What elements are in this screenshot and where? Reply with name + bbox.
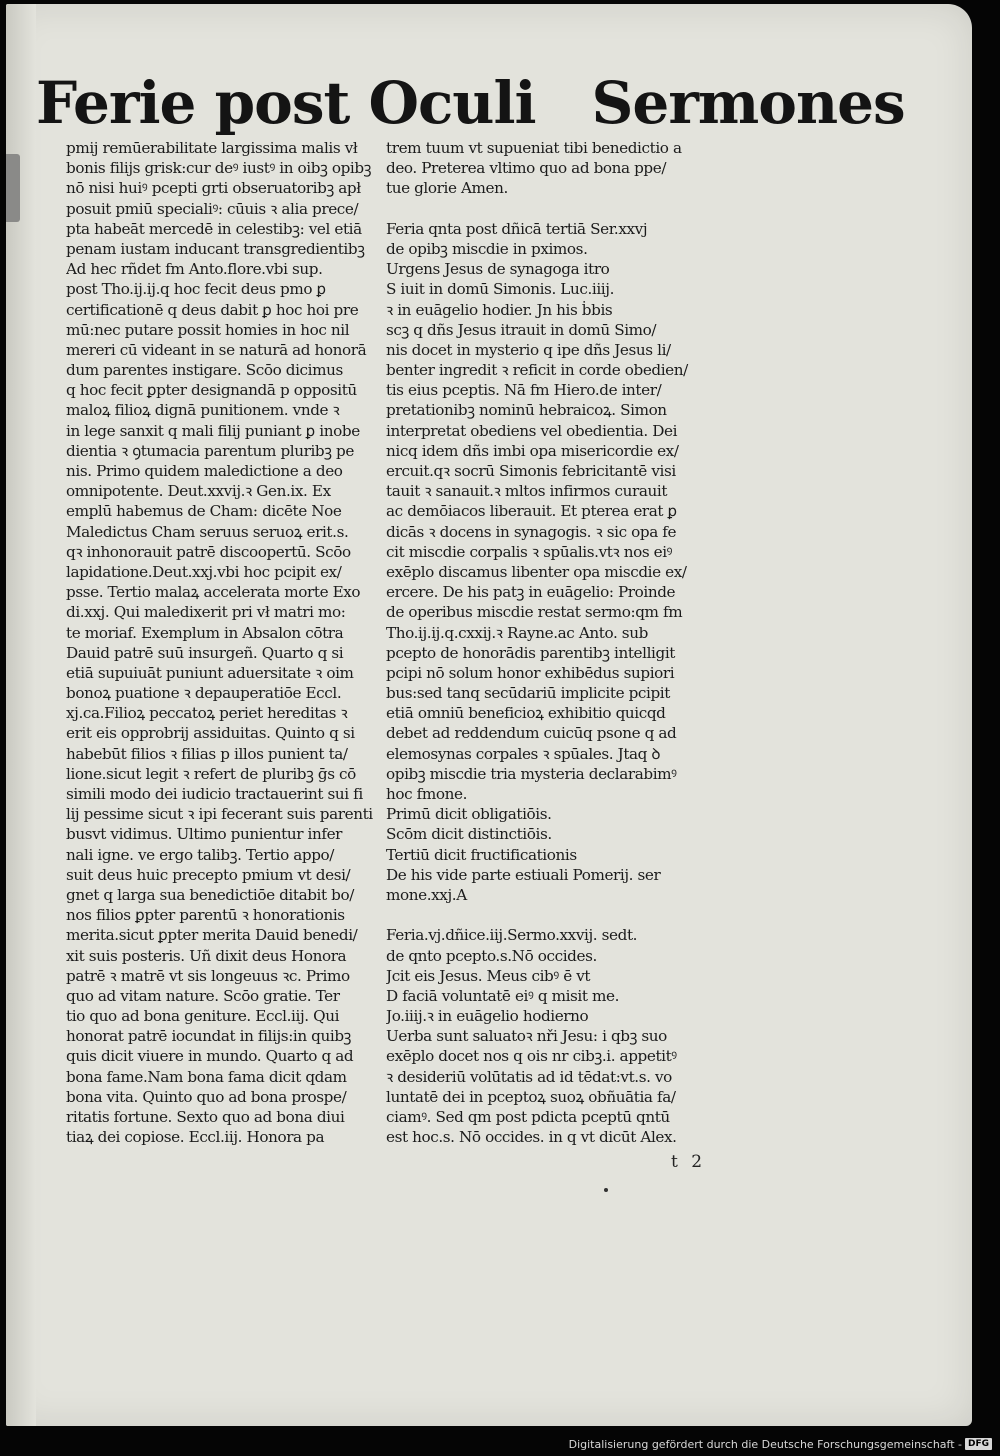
text-line: mereri cū videant in se naturā ad honorā [66, 340, 367, 359]
text-line: ritatis fortune. Sexto quo ad bona diui [66, 1108, 345, 1126]
text-line: exēplo docet nos q ois nr cibꝫ.i. appetitꝰ [386, 1047, 677, 1066]
book-page [6, 4, 972, 1426]
text-line: dum parentes instigare. Scōo dicimus [66, 361, 343, 380]
text-line: patrē ꝛ matrē vt sis longeuus ꝛc. Primo [66, 966, 350, 985]
text-line: Primū dicit obligatiōis. [386, 805, 552, 824]
text-line: simili modo dei iudicio tractauerint sui fi [66, 785, 363, 803]
text-line: tiaꝝ dei copiose. Eccl.iij. Honora pa [66, 1128, 325, 1147]
text-line: de operibus miscdie restat sermo:qm fm [386, 603, 683, 622]
text-line: nis. Primo quidem maledictione a deo [66, 462, 343, 480]
text-line: ac demōiacos liberauit. Et pterea erat ꝑ [386, 502, 677, 521]
text-line [386, 199, 716, 219]
text-line: Urgens Jesus de synagoga itro [386, 260, 610, 279]
text-line: habebūt filios ꝛ filias p illos punient ta/ [66, 744, 348, 763]
text-line: dicās ꝛ docens in synagogis. ꝛ sic opa fe [386, 522, 677, 541]
text-line: ciamꝰ. Sed qm post pdicta pceptū qntū [386, 1108, 670, 1126]
text-line: lij pessime sicut ꝛ ipi fecerant suis parenti [66, 805, 373, 824]
text-line: mū:nec putare possit homies in hoc nil [66, 320, 350, 339]
text-line: nicq idem dñs imbi opa misericordie ex/ [386, 441, 679, 460]
text-line: tio quo ad bona geniture. Eccl.iij. Qui [66, 1007, 340, 1026]
text-line: bona fame.Nam bona fama dicit qdam [66, 1067, 347, 1086]
text-line: luntatē dei in pceptoꝝ suoꝝ obñuātia fa/ [386, 1087, 676, 1106]
running-head-right: Sermones [591, 69, 905, 137]
text-line: nis docet in mysterio q ipe dñs Jesus li/ [386, 340, 671, 359]
text-line: q hoc fecit ꝑpter designandā p oppositū [66, 381, 357, 400]
text-line: erit eis opprobrij assiduitas. Quinto q si [66, 724, 355, 743]
text-line: Tho.ij.ij.q.cxxij.ꝛ Rayne.ac Anto. sub [386, 623, 648, 642]
text-line: post Tho.ij.ij.q hoc fecit deus pmo ꝑ [66, 280, 326, 299]
text-line: scꝫ q dñs Jesus itrauit in domū Simo/ [386, 320, 657, 339]
text-line [386, 905, 716, 925]
text-line: nali igne. ve ergo talibꝫ. Tertio appo/ [66, 845, 335, 864]
text-line: de opibꝫ miscdie in pximos. [386, 239, 588, 258]
text-line: tue glorie Amen. [386, 179, 508, 198]
signature-mark: t 2 [671, 1152, 707, 1172]
text-line: Jcit eis Jesus. Meus cibꝰ ē vt [386, 966, 591, 985]
text-line: nō nisi huiꝰ pcepti grti obseruatoribꝫ apł [66, 179, 361, 198]
text-line: pcipi nō solum honor exhibēdus supiori [386, 663, 675, 682]
text-line: xit suis posteris. Uñ dixit deus Honora [66, 946, 347, 965]
text-line: opibꝫ miscdie tria mysteria declarabimꝰ [386, 764, 677, 783]
text-line: Jo.iiij.ꝛ in euāgelio hodierno [386, 1007, 589, 1026]
text-line: dientia ꝛ ꝯtumacia parentum pluribꝫ pe [66, 441, 354, 460]
text-line: honorat patrē iocundat in filijs:in quibꝫ [66, 1027, 352, 1046]
text-line: elemosynas corpales ꝛ spūales. Jtaq ꝺ [386, 744, 661, 763]
text-line: trem tuum vt supueniat tibi benedictio a [386, 139, 682, 157]
text-line: psse. Tertio malaꝝ accelerata morte Exo [66, 583, 361, 602]
text-line: posuit pmiū specialiꝰ: cūuis ꝛ alia prece/ [66, 199, 359, 218]
text-line: exēplo discamus libenter opa miscdie ex/ [386, 562, 687, 581]
running-head [36, 68, 905, 138]
text-line: maloꝝ filioꝝ dignā punitionem. vnde ꝛ [66, 401, 340, 420]
text-line: te moriaf. Exemplum in Absalon cōtra [66, 623, 344, 642]
text-line: Feria qnta post dñicā tertiā Ser.xxvj [386, 219, 648, 238]
text-line: debet ad reddendum cuicūq psone q ad [386, 724, 677, 743]
footer-credit: Digitalisierung gefördert durch die Deutsche Forschungsgemeinschaft - [568, 1437, 962, 1451]
text-line: merita.sicut ꝑpter merita Dauid benedi/ [66, 926, 358, 945]
text-line: pmij remūerabilitate largissima malis vł [66, 139, 358, 157]
text-line: De his vide parte estiuali Pomerij. ser [386, 865, 661, 884]
text-line: emplū habemus de Cham: dicēte Noe [66, 502, 342, 521]
text-line: Tertiū dicit fructificationis [386, 845, 577, 864]
text-line: lapidatione.Deut.xxj.vbi hoc pcipit ex/ [66, 562, 342, 581]
text-line: cit miscdie corpalis ꝛ spūalis.vtꝛ nos eiꝰ [386, 542, 673, 561]
ink-dot [604, 1188, 608, 1192]
text-line: qꝛ inhonorauit patrē discoopertū. Scōo [66, 542, 351, 561]
text-line: suit deus huic precepto pmium vt desi/ [66, 865, 351, 884]
text-line: D faciā voluntatē eiꝰ q misit me. [386, 986, 620, 1005]
text-line: deo. Preterea vltimo quo ad bona ppe/ [386, 159, 667, 178]
text-line: penam iustam inducant transgredientibꝫ [66, 239, 365, 258]
text-line: est hoc.s. Nō occides. in q vt dicūt Alex. [386, 1128, 677, 1147]
text-line: etiā supuiuāt puniunt aduersitate ꝛ oim [66, 663, 354, 682]
digitization-footer [569, 1435, 992, 1453]
text-line: tauit ꝛ sanauit.ꝛ mltos infirmos curauit [386, 482, 668, 501]
text-line: nos filios ꝑpter parentū ꝛ honorationis [66, 906, 345, 925]
right-text-column [386, 138, 716, 1147]
text-line: etiā omniū beneficioꝝ exhibitio quicqd [386, 704, 666, 723]
text-line: Ad hec rñdet fm Anto.flore.vbi sup. [66, 260, 323, 279]
text-line: pta habeāt mercedē in celestibꝫ: vel etiā [66, 219, 362, 238]
text-line: Feria.vj.dñice.iij.Sermo.xxvij. sedt. [386, 926, 638, 945]
left-text-column [66, 138, 384, 1147]
text-line: gnet q larga sua benedictiōe ditabit bo/ [66, 885, 354, 904]
text-line: busvt vidimus. Ultimo punientur infer [66, 825, 343, 844]
text-line: xj.ca.Filioꝝ peccatoꝝ periet hereditas ꝛ [66, 704, 348, 723]
text-line: pcepto de honorādis parentibꝫ intelligit [386, 643, 675, 662]
text-line: interpretat obediens vel obedientia. Dei [386, 421, 678, 440]
text-line: Scōm dicit distinctiōis. [386, 825, 552, 844]
dfg-logo: DFG [965, 1438, 992, 1450]
text-line: lione.sicut legit ꝛ refert de pluribꝫ ḡs cō [66, 764, 356, 783]
text-line: omnipotente. Deut.xxvij.ꝛ Gen.ix. Ex [66, 482, 331, 501]
text-line: ꝛ in euāgelio hodier. Jn his ḃbis [386, 300, 613, 319]
text-line: S iuit in domū Simonis. Luc.iiij. [386, 280, 615, 299]
text-line: di.xxj. Qui maledixerit pri vł matri mo: [66, 603, 346, 622]
text-line: quis dicit viuere in mundo. Quarto q ad [66, 1047, 354, 1066]
book-clip [6, 154, 20, 222]
text-line: in lege sanxit q mali filij puniant ꝑ inobe [66, 421, 360, 440]
text-line: Uerba sunt saluatoꝛ nři Jesu: i qbꝫ suo [386, 1027, 667, 1046]
text-line: bonis filijs grisk:cur deꝰ iustꝰ in oibꝫ opibꝫ [66, 159, 372, 178]
text-line: Maledictus Cham seruus seruoꝝ erit.s. [66, 522, 349, 541]
text-line: benter ingredit ꝛ reficit in corde obedien/ [386, 361, 688, 380]
text-line: hoc fmone. [386, 785, 468, 803]
text-line: pretationibꝫ nominū hebraicoꝝ. Simon [386, 401, 667, 420]
text-line: ꝛ desideriū volūtatis ad id tēdat:vt.s. vo [386, 1067, 672, 1086]
text-line: mone.xxj.A [386, 885, 467, 904]
text-line: quo ad vitam nature. Scōo gratie. Ter [66, 986, 340, 1005]
text-line: Dauid patrē suū insurgeñ. Quarto q si [66, 643, 344, 662]
text-line: certificationē q deus dabit ꝑ hoc hoi pre [66, 300, 359, 319]
text-line: de qnto pcepto.s.Nō occides. [386, 946, 597, 965]
running-head-left: Ferie post Oculi [36, 69, 536, 137]
text-line: bona vita. Quinto quo ad bona prospe/ [66, 1087, 347, 1106]
text-line: ercere. De his patꝫ in euāgelio: Proinde [386, 583, 676, 602]
text-line: tis eius pceptis. Nā fm Hiero.de inter/ [386, 381, 662, 400]
text-line: bus:sed tanq secūdariū implicite pcipit [386, 684, 670, 703]
text-line: ercuit.qꝛ socrū Simonis febricitantē visi [386, 462, 676, 480]
text-line: bonoꝝ puatione ꝛ depauperatiōe Eccl. [66, 684, 342, 703]
